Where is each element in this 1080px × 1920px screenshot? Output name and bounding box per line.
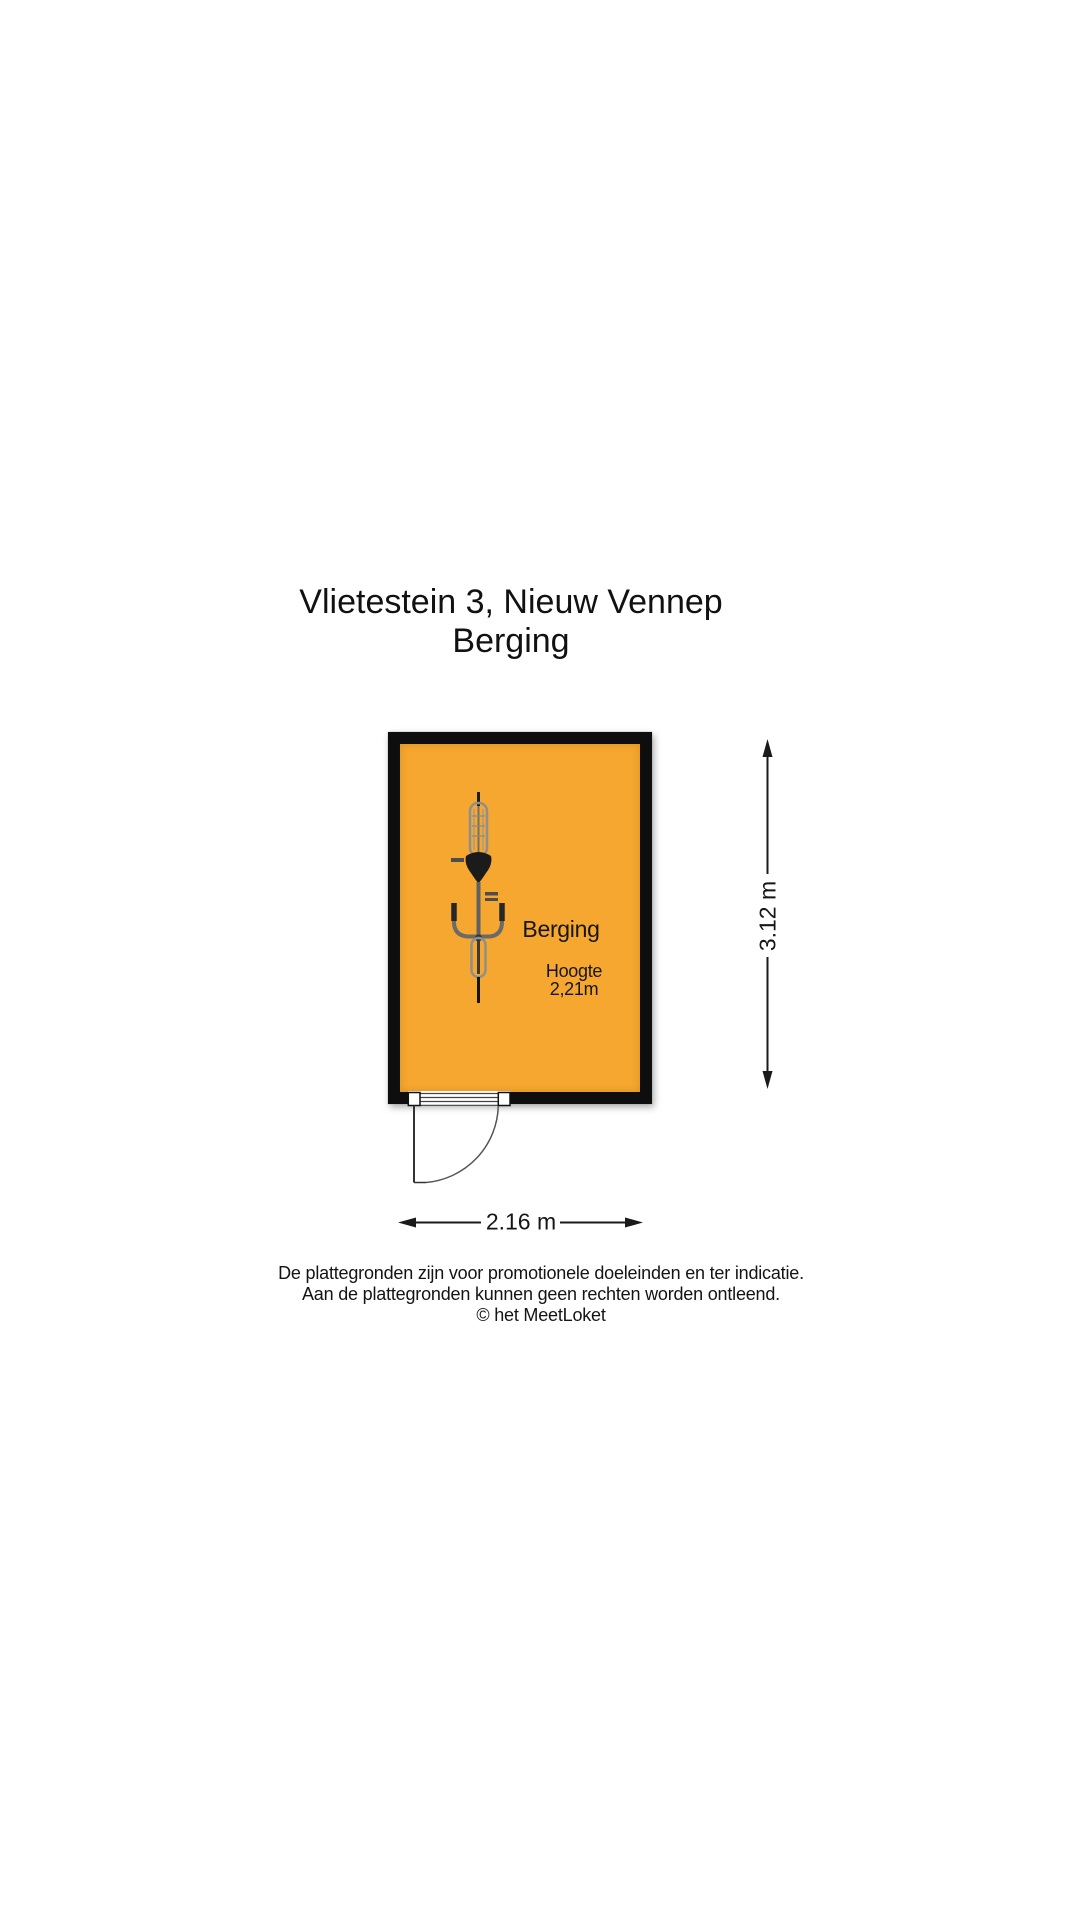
room-walls — [388, 732, 652, 1104]
title-room-name: Berging — [452, 622, 570, 660]
footer-line-2: Aan de plattegronden kunnen geen rechten worden ontleend. — [302, 1284, 780, 1304]
room-height-note — [546, 962, 602, 998]
door-swing — [395, 1085, 525, 1195]
width-dimension-label: 2.16 m — [485, 1208, 557, 1235]
title-address: Vlietestein 3, Nieuw Vennep — [299, 583, 723, 621]
footer-copyright: © het MeetLoket — [476, 1305, 606, 1325]
room-name-label: Berging — [522, 916, 600, 942]
room-floor — [400, 744, 640, 1092]
door-jamb-right — [498, 1093, 510, 1106]
bicycle-top-view-icon — [440, 788, 520, 1008]
page-title — [299, 583, 722, 661]
footer-disclaimer — [278, 1263, 804, 1326]
door-jamb-left — [408, 1093, 420, 1106]
height-note-value: 2,21m — [549, 979, 599, 999]
height-dimension-label: 3.12 m — [754, 880, 781, 952]
height-note-label: Hoogte — [545, 961, 603, 981]
footer-line-1: De plattegronden zijn voor promotionele doeleinden en ter indicatie. — [278, 1263, 804, 1283]
